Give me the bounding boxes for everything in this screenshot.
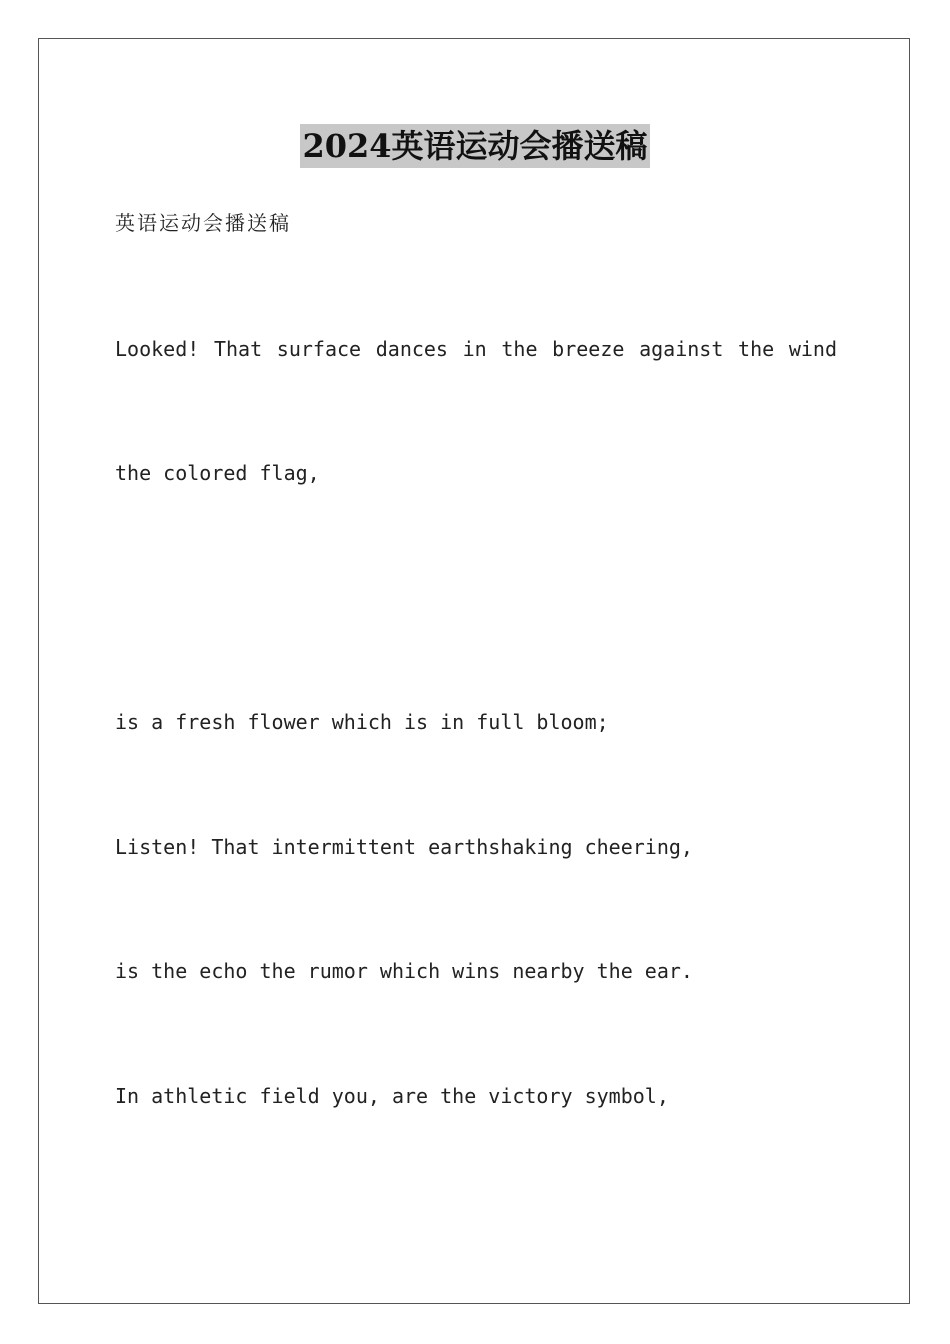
body-line: Looked! That surface dances in the breeze against the wind <box>115 337 837 361</box>
body-line: is a fresh flower which is in full bloom; <box>115 710 609 734</box>
title-container <box>0 124 950 168</box>
document-subtitle: 英语运动会播送稿 <box>115 211 291 235</box>
body-line: In athletic field you, are the victory symbol, <box>115 1084 669 1108</box>
body-line: the colored flag, <box>115 461 320 485</box>
body-line: is the echo the rumor which wins nearby the ear. <box>115 959 693 983</box>
body-line: Listen! That intermittent earthshaking cheering, <box>115 835 693 859</box>
document-title: 2024英语运动会播送稿 <box>300 124 649 168</box>
